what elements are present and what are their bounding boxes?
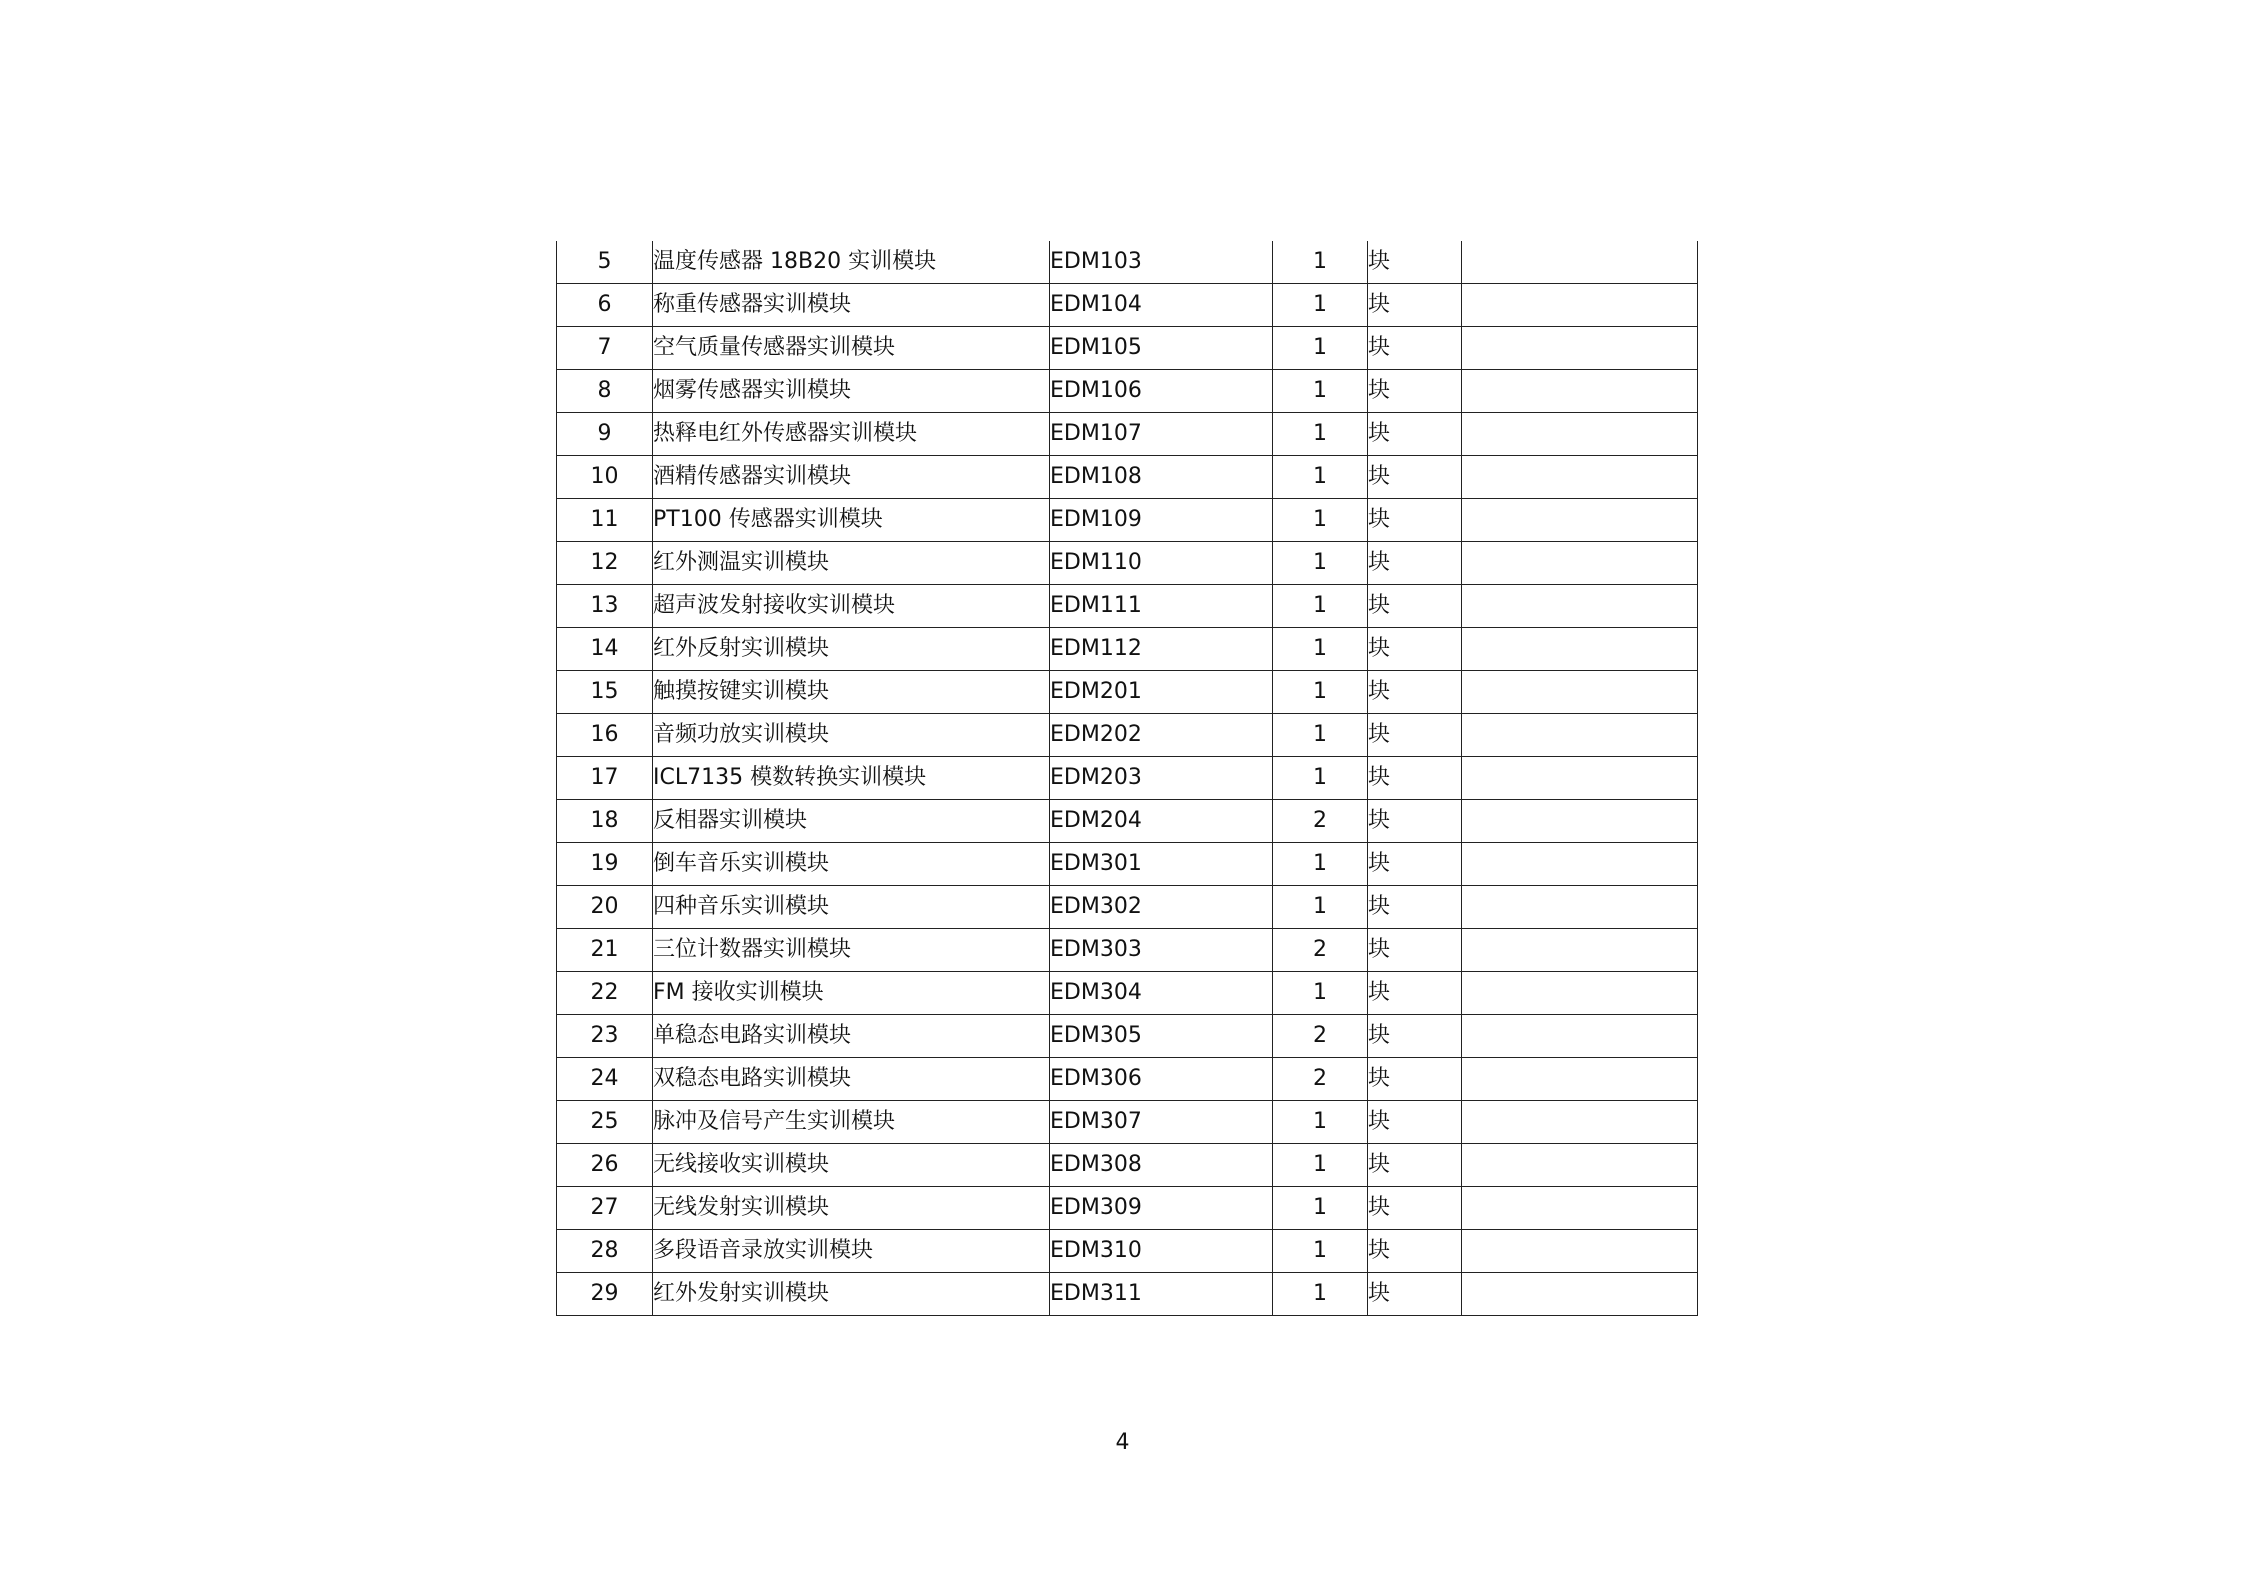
cell-quantity: 1 [1273,671,1368,714]
cell-item-number: 7 [557,327,653,370]
cell-module-name: 温度传感器 18B20 实训模块 [653,241,1050,284]
cell-module-name: 音频功放实训模块 [653,714,1050,757]
cell-remarks [1462,327,1698,370]
cell-remarks [1462,585,1698,628]
cell-remarks [1462,499,1698,542]
table-row [557,886,1698,929]
cell-module-name: 称重传感器实训模块 [653,284,1050,327]
cell-model-code: EDM301 [1050,843,1273,886]
cell-quantity: 1 [1273,499,1368,542]
cell-quantity: 1 [1273,370,1368,413]
cell-unit: 块 [1368,241,1462,284]
table-row [557,843,1698,886]
cell-quantity: 1 [1273,1101,1368,1144]
cell-module-name: 触摸按键实训模块 [653,671,1050,714]
cell-quantity: 1 [1273,1230,1368,1273]
table-row [557,800,1698,843]
cell-module-name: 红外发射实训模块 [653,1273,1050,1316]
cell-quantity: 1 [1273,585,1368,628]
table-row [557,327,1698,370]
cell-item-number: 14 [557,628,653,671]
cell-module-name: 多段语音录放实训模块 [653,1230,1050,1273]
cell-item-number: 19 [557,843,653,886]
cell-unit: 块 [1368,1058,1462,1101]
cell-remarks [1462,1144,1698,1187]
cell-quantity: 1 [1273,542,1368,585]
cell-module-name: 无线发射实训模块 [653,1187,1050,1230]
cell-unit: 块 [1368,843,1462,886]
cell-quantity: 1 [1273,714,1368,757]
table-row [557,1187,1698,1230]
cell-item-number: 11 [557,499,653,542]
cell-model-code: EDM308 [1050,1144,1273,1187]
table-row [557,1101,1698,1144]
table-row [557,1015,1698,1058]
cell-remarks [1462,370,1698,413]
cell-item-number: 25 [557,1101,653,1144]
cell-unit: 块 [1368,1230,1462,1273]
cell-unit: 块 [1368,757,1462,800]
cell-model-code: EDM105 [1050,327,1273,370]
cell-quantity: 1 [1273,284,1368,327]
cell-quantity: 1 [1273,757,1368,800]
cell-module-name: 四种音乐实训模块 [653,886,1050,929]
cell-remarks [1462,1101,1698,1144]
cell-item-number: 13 [557,585,653,628]
cell-model-code: EDM307 [1050,1101,1273,1144]
table-row [557,241,1698,284]
cell-remarks [1462,972,1698,1015]
cell-unit: 块 [1368,929,1462,972]
cell-remarks [1462,800,1698,843]
cell-item-number: 10 [557,456,653,499]
cell-quantity: 1 [1273,241,1368,284]
cell-item-number: 26 [557,1144,653,1187]
cell-module-name: 无线接收实训模块 [653,1144,1050,1187]
cell-item-number: 28 [557,1230,653,1273]
cell-quantity: 2 [1273,1015,1368,1058]
cell-item-number: 24 [557,1058,653,1101]
table-row [557,413,1698,456]
cell-item-number: 5 [557,241,653,284]
table-row [557,757,1698,800]
cell-remarks [1462,456,1698,499]
cell-remarks [1462,886,1698,929]
cell-module-name: 反相器实训模块 [653,800,1050,843]
cell-module-name: 热释电红外传感器实训模块 [653,413,1050,456]
table-row [557,972,1698,1015]
table-row [557,585,1698,628]
cell-quantity: 2 [1273,1058,1368,1101]
cell-model-code: EDM107 [1050,413,1273,456]
cell-remarks [1462,241,1698,284]
cell-model-code: EDM108 [1050,456,1273,499]
cell-unit: 块 [1368,1144,1462,1187]
cell-model-code: EDM310 [1050,1230,1273,1273]
cell-model-code: EDM111 [1050,585,1273,628]
cell-item-number: 8 [557,370,653,413]
cell-model-code: EDM112 [1050,628,1273,671]
cell-remarks [1462,284,1698,327]
cell-remarks [1462,714,1698,757]
cell-module-name: 三位计数器实训模块 [653,929,1050,972]
cell-remarks [1462,628,1698,671]
table-row [557,542,1698,585]
cell-item-number: 17 [557,757,653,800]
table-row [557,1273,1698,1316]
cell-module-name: 空气质量传感器实训模块 [653,327,1050,370]
table-row [557,628,1698,671]
cell-model-code: EDM202 [1050,714,1273,757]
cell-module-name: PT100 传感器实训模块 [653,499,1050,542]
cell-remarks [1462,757,1698,800]
table-row [557,671,1698,714]
cell-remarks [1462,929,1698,972]
cell-remarks [1462,542,1698,585]
cell-model-code: EDM302 [1050,886,1273,929]
cell-module-name: 红外反射实训模块 [653,628,1050,671]
cell-model-code: EDM106 [1050,370,1273,413]
cell-module-name: ICL7135 模数转换实训模块 [653,757,1050,800]
cell-model-code: EDM201 [1050,671,1273,714]
cell-model-code: EDM109 [1050,499,1273,542]
cell-unit: 块 [1368,327,1462,370]
table-row [557,499,1698,542]
cell-item-number: 18 [557,800,653,843]
cell-unit: 块 [1368,499,1462,542]
table-row [557,929,1698,972]
cell-model-code: EDM103 [1050,241,1273,284]
cell-module-name: 脉冲及信号产生实训模块 [653,1101,1050,1144]
cell-quantity: 1 [1273,843,1368,886]
table-row [557,1058,1698,1101]
cell-remarks [1462,1015,1698,1058]
cell-remarks [1462,413,1698,456]
cell-unit: 块 [1368,284,1462,327]
table-row [557,1230,1698,1273]
cell-model-code: EDM104 [1050,284,1273,327]
equipment-list-table [556,241,1698,1316]
cell-module-name: 双稳态电路实训模块 [653,1058,1050,1101]
cell-model-code: EDM304 [1050,972,1273,1015]
cell-unit: 块 [1368,1015,1462,1058]
cell-unit: 块 [1368,1187,1462,1230]
cell-unit: 块 [1368,585,1462,628]
cell-quantity: 1 [1273,886,1368,929]
cell-quantity: 1 [1273,456,1368,499]
cell-item-number: 23 [557,1015,653,1058]
cell-quantity: 1 [1273,972,1368,1015]
cell-model-code: EDM203 [1050,757,1273,800]
cell-quantity: 2 [1273,800,1368,843]
cell-quantity: 1 [1273,1273,1368,1316]
cell-model-code: EDM110 [1050,542,1273,585]
cell-item-number: 22 [557,972,653,1015]
cell-item-number: 6 [557,284,653,327]
cell-module-name: 红外测温实训模块 [653,542,1050,585]
cell-unit: 块 [1368,1101,1462,1144]
table-row [557,284,1698,327]
cell-quantity: 2 [1273,929,1368,972]
cell-item-number: 16 [557,714,653,757]
table-row [557,456,1698,499]
cell-module-name: 酒精传感器实训模块 [653,456,1050,499]
cell-quantity: 1 [1273,327,1368,370]
cell-remarks [1462,671,1698,714]
cell-quantity: 1 [1273,1144,1368,1187]
cell-item-number: 12 [557,542,653,585]
cell-unit: 块 [1368,800,1462,843]
cell-remarks [1462,1058,1698,1101]
cell-module-name: 倒车音乐实训模块 [653,843,1050,886]
cell-model-code: EDM303 [1050,929,1273,972]
cell-remarks [1462,1273,1698,1316]
cell-module-name: FM 接收实训模块 [653,972,1050,1015]
cell-model-code: EDM306 [1050,1058,1273,1101]
cell-quantity: 1 [1273,628,1368,671]
cell-item-number: 29 [557,1273,653,1316]
cell-unit: 块 [1368,413,1462,456]
cell-module-name: 烟雾传感器实训模块 [653,370,1050,413]
cell-unit: 块 [1368,886,1462,929]
cell-model-code: EDM204 [1050,800,1273,843]
cell-remarks [1462,1230,1698,1273]
cell-item-number: 9 [557,413,653,456]
cell-unit: 块 [1368,1273,1462,1316]
cell-item-number: 21 [557,929,653,972]
cell-unit: 块 [1368,370,1462,413]
cell-module-name: 超声波发射接收实训模块 [653,585,1050,628]
cell-quantity: 1 [1273,1187,1368,1230]
cell-item-number: 15 [557,671,653,714]
cell-module-name: 单稳态电路实训模块 [653,1015,1050,1058]
table-body [557,241,1698,1316]
cell-unit: 块 [1368,628,1462,671]
cell-model-code: EDM305 [1050,1015,1273,1058]
cell-item-number: 20 [557,886,653,929]
table-row [557,370,1698,413]
table-row [557,714,1698,757]
cell-item-number: 27 [557,1187,653,1230]
cell-model-code: EDM311 [1050,1273,1273,1316]
cell-remarks [1462,843,1698,886]
cell-unit: 块 [1368,714,1462,757]
page-number: 4 [1115,1430,1130,1455]
table-row [557,1144,1698,1187]
cell-model-code: EDM309 [1050,1187,1273,1230]
cell-unit: 块 [1368,542,1462,585]
cell-unit: 块 [1368,456,1462,499]
cell-remarks [1462,1187,1698,1230]
cell-quantity: 1 [1273,413,1368,456]
cell-unit: 块 [1368,671,1462,714]
cell-unit: 块 [1368,972,1462,1015]
